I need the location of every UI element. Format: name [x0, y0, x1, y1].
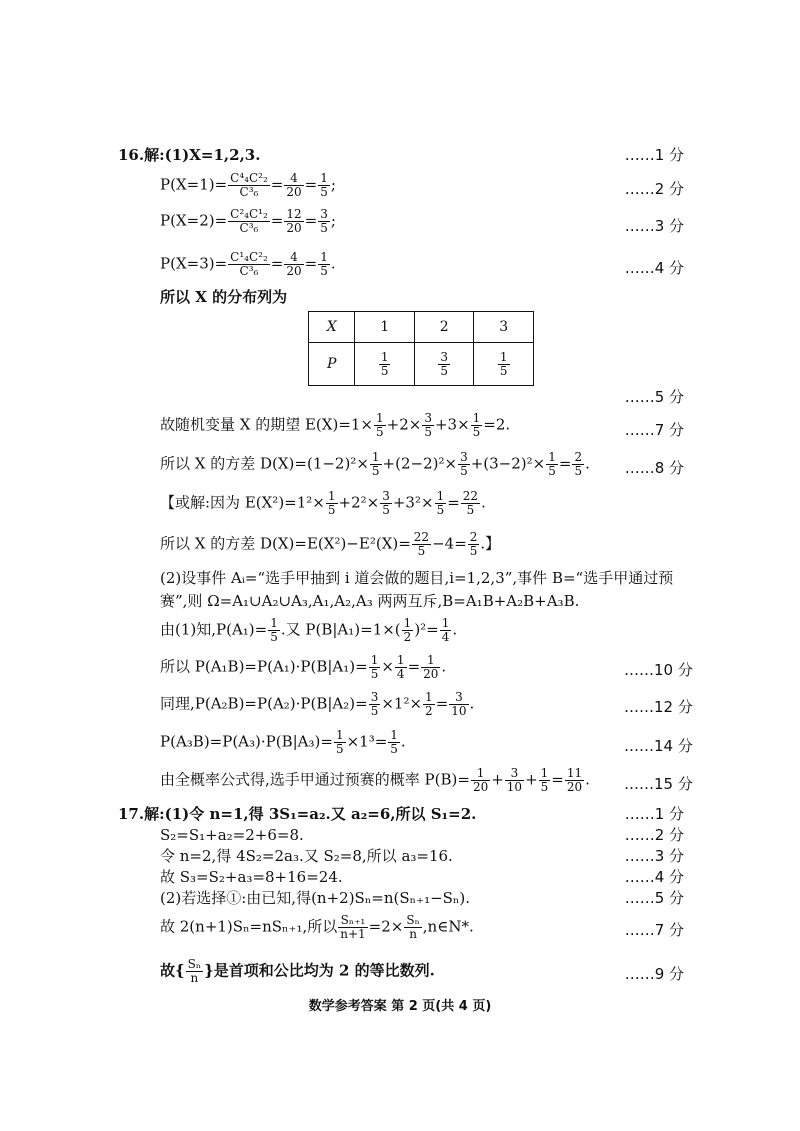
points-14: ……14 分	[624, 737, 693, 755]
q17-line2: S₂=S₁+a₂=2+6=8.	[160, 826, 304, 844]
expectation-line: 故随机变量 X 的期望 E(X)=1× $\frac{1}{5}$ +2× $\frac{3}{5}$ +3× $\frac{1}{5}$ =2.	[160, 411, 511, 439]
points-q17-4: ……4 分	[624, 868, 684, 886]
points-q17-5: ……5 分	[624, 889, 684, 907]
table-cell: $\frac{1}{5}$	[355, 343, 415, 386]
part2-line4: 所以 P(A₁B)=P(A₁)·P(B|A₁)= $\frac{1}{5}$ × $\frac{1}{4}$ = $\frac{1}{20}$ .	[160, 653, 447, 681]
part2-line1: (2)设事件 Aᵢ=“选手甲抽到 i 道会做的题目,i=1,2,3”,事件 B=“选手甲通过预	[160, 569, 674, 587]
points-5: ……5 分	[624, 388, 684, 406]
points-q17-7: ……7 分	[624, 921, 684, 939]
points-4: ……4 分	[624, 259, 684, 277]
points-q17-2: ……2 分	[624, 826, 684, 844]
fraction: $\frac{\text{C⁴₄C²₂}}{\text{C³₆}}$	[230, 171, 268, 199]
page-footer: 数学参考答案 第 2 页(共 4 页)	[308, 999, 492, 1014]
variance-line: 所以 X 的方差 D(X)=(1−2)²× $\frac{1}{5}$ +(2−2)²× $\frac{3}{5}$ +(3−2)²× $\frac{1}{5}$ = $\frac{2}{5}$ .	[160, 450, 590, 478]
part2-line7: 由全概率公式得,选手甲通过预赛的概率 P(B)= $\frac{1}{20}$ + $\frac{3}{10}$ + $\frac{1}{5}$ = $\frac{11}{20}$ .	[160, 766, 590, 794]
q17-line6: 故 2(n+1)Sₙ=nSₙ₊₁,所以 $\frac{\text{Sₙ₊₁}}{n+1}$ =2× $\frac{\text{Sₙ}}{n}$ ,n∈N*.	[160, 913, 474, 941]
points-7: ……7 分	[624, 421, 684, 439]
part2-line3: 由(1)知,P(A₁)= $\frac{1}{5}$ .又 P(B|A₁)=1×( $\frac{1}{2}$ )²= $\frac{1}{4}$ .	[160, 616, 458, 644]
points-1: ……1 分	[624, 146, 684, 164]
table-cell: X	[309, 312, 355, 343]
part2-line2: 赛”,则 Ω=A₁∪A₂∪A₃,A₁,A₂,A₃ 两两互斥,B=A₁B+A₂B+A₃B.	[160, 592, 580, 610]
alt-solution-line: 【或解:因为 E(X²)=1²× $\frac{1}{5}$ +2²× $\frac{3}{5}$ +3²× $\frac{1}{5}$ = $\frac{22}{5}$ .	[160, 489, 486, 517]
points-q17-1: ……1 分	[624, 805, 684, 823]
q17-line1: 17.解:(1)令 n=1,得 3S₁=a₂.又 a₂=6,所以 S₁=2.	[118, 805, 477, 823]
fraction: $\frac{4}{20}$	[286, 171, 302, 199]
table-cell: 1	[355, 312, 415, 343]
points-15: ……15 分	[624, 775, 693, 793]
alt-variance-line: 所以 X 的方差 D(X)=E(X²)−E²(X)= $\frac{22}{5}$ −4= $\frac{2}{5}$ .】	[160, 530, 501, 558]
table-cell: $\frac{3}{5}$	[414, 343, 474, 386]
dist-label: 所以 X 的分布列为	[160, 288, 288, 306]
fraction: $\frac{1}{5}$	[320, 171, 328, 199]
table-cell: 2	[414, 312, 474, 343]
part2-line6: P(A₃B)=P(A₃)·P(B|A₃)= $\frac{1}{5}$ ×1³= $\frac{1}{5}$ .	[160, 728, 406, 756]
points-q17-9: ……9 分	[624, 965, 684, 983]
distribution-table	[308, 311, 534, 386]
points-8: ……8 分	[624, 459, 684, 477]
q16-head: 16.解:(1)X=1,2,3.	[118, 146, 261, 164]
points-2: ……2 分	[624, 180, 684, 198]
points-12: ……12 分	[624, 698, 693, 716]
q17-line4: 故 S₃=S₂+a₃=8+16=24.	[160, 868, 343, 886]
q17-line7: 故{ $\frac{\text{Sₙ}}{n}$ }是首项和公比均为 2 的等比数列.	[160, 957, 435, 985]
points-q17-3: ……3 分	[624, 847, 684, 865]
q16-p1-line: P(X=1)= $\frac{\text{C⁴₄C²₂}}{\text{C³₆}}$ = $\frac{4}{20}$ = $\frac{1}{5}$ ;	[160, 171, 336, 199]
table-cell: $\frac{1}{5}$	[474, 343, 534, 386]
points-3: ……3 分	[624, 217, 684, 235]
q16-p3-line: P(X=3)= $\frac{\text{C¹₄C²₂}}{\text{C³₆}}$ = $\frac{4}{20}$ = $\frac{1}{5}$ .	[160, 250, 336, 278]
q17-line3: 令 n=2,得 4S₂=2a₃.又 S₂=8,所以 a₃=16.	[160, 847, 453, 865]
q17-line5: (2)若选择①:由已知,得(n+2)Sₙ=n(Sₙ₊₁−Sₙ).	[160, 889, 471, 907]
points-10: ……10 分	[624, 661, 693, 679]
table-cell: P	[309, 343, 355, 386]
part2-line5: 同理,P(A₂B)=P(A₂)·P(B|A₂)= $\frac{3}{5}$ ×1²× $\frac{1}{2}$ = $\frac{3}{10}$ .	[160, 690, 475, 718]
table-cell: 3	[474, 312, 534, 343]
q16-p2-line: P(X=2)= $\frac{\text{C²₄C¹₂}}{\text{C³₆}}$ = $\frac{12}{20}$ = $\frac{3}{5}$ ;	[160, 207, 336, 235]
